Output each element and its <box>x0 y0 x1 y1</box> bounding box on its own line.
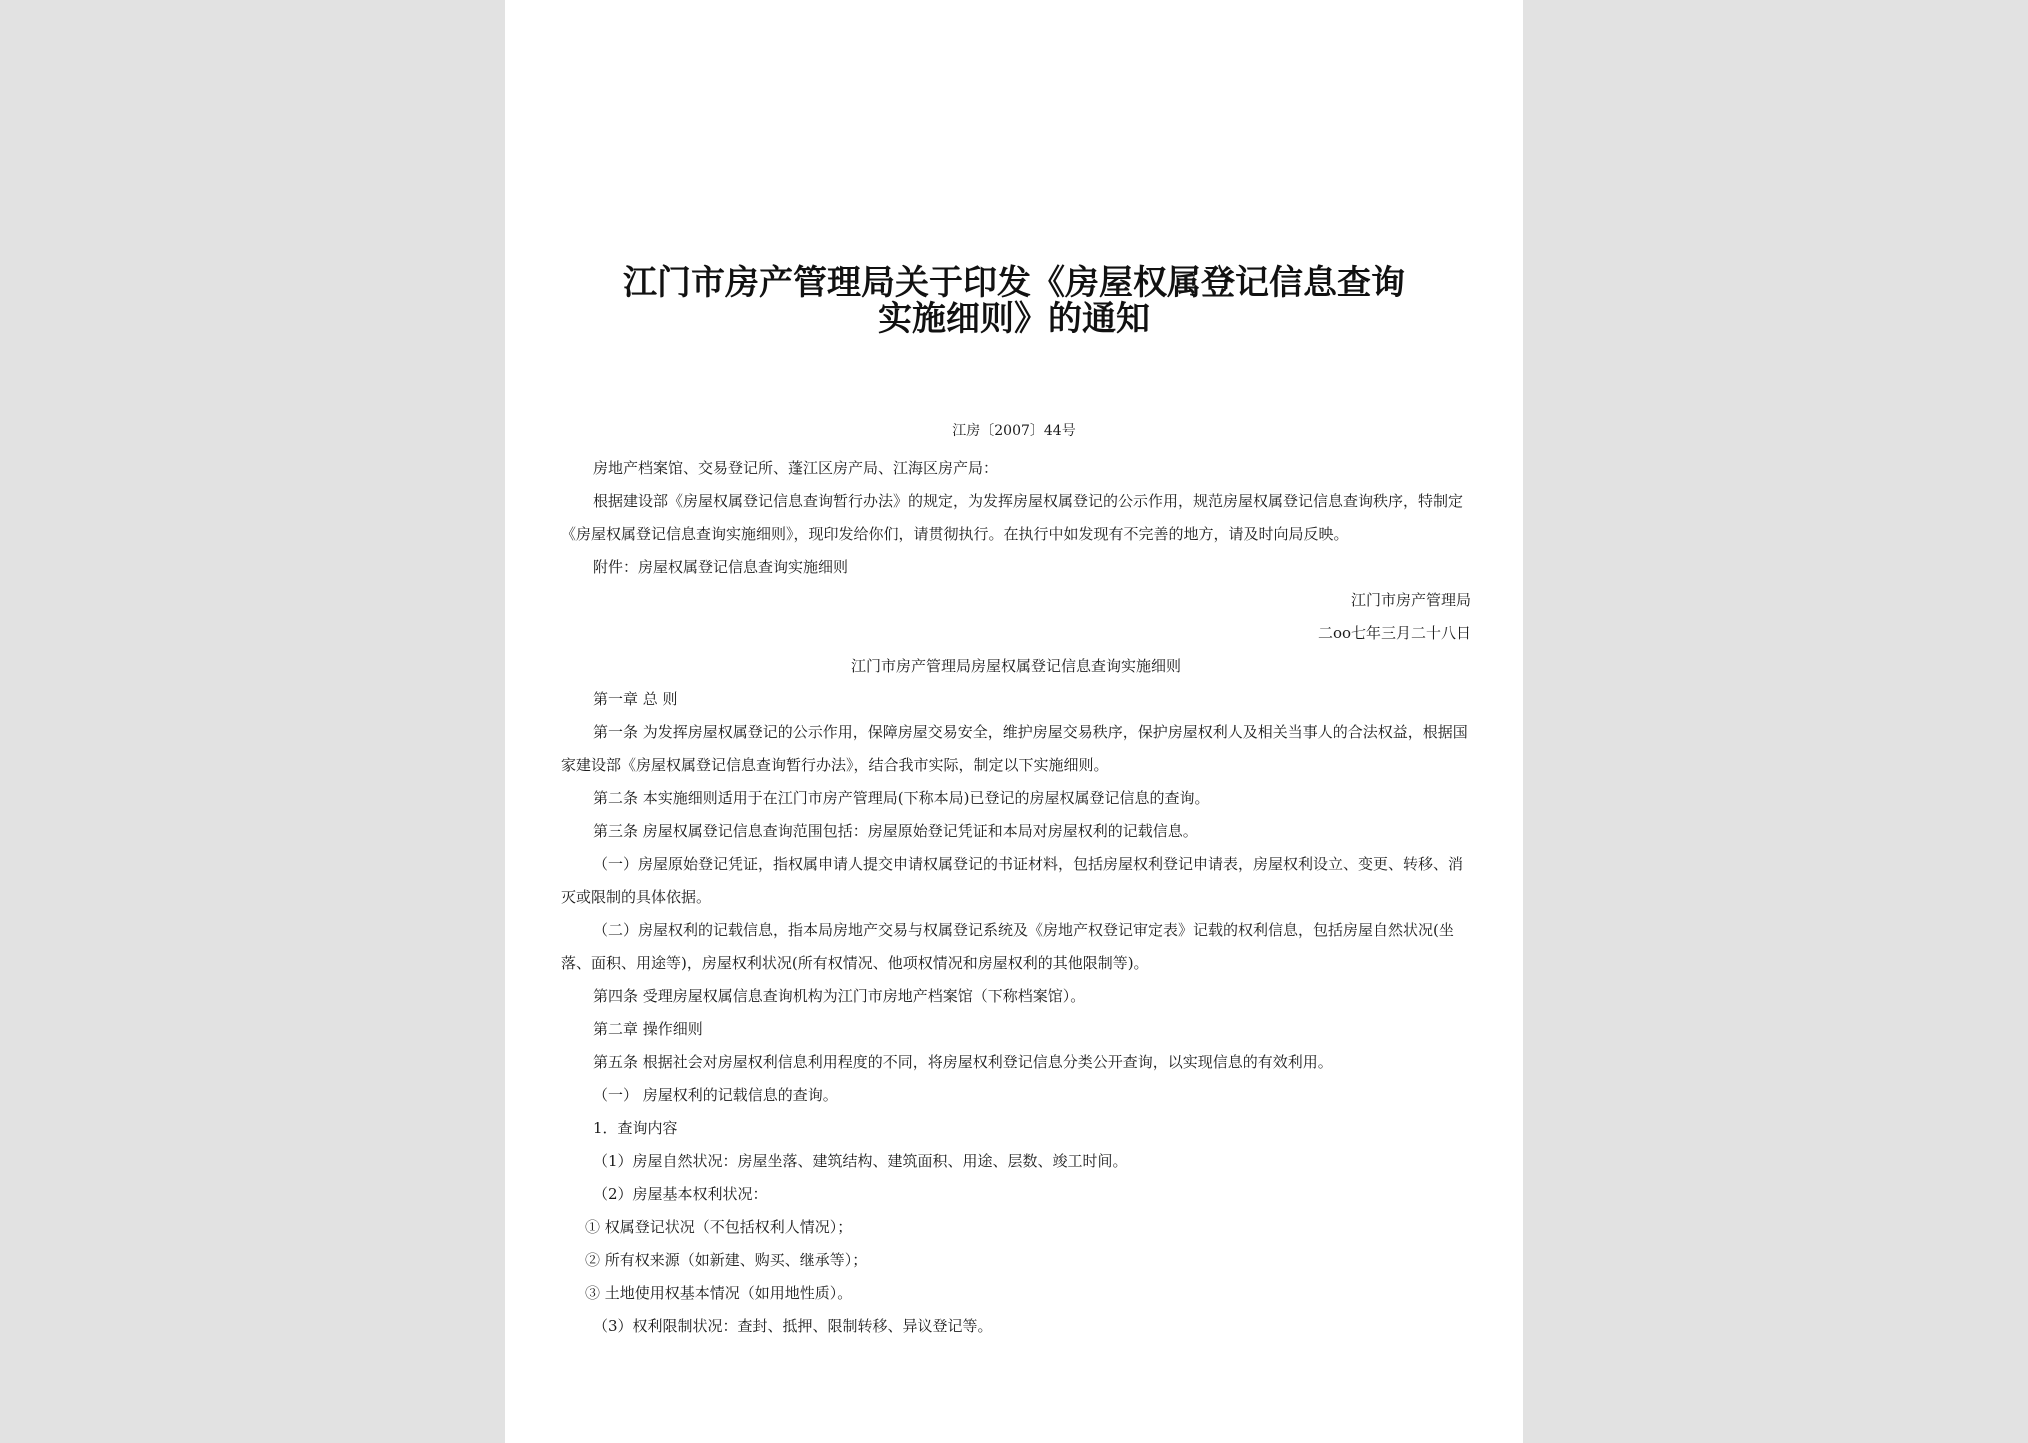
rules-title: 江门市房产管理局房屋权属登记信息查询实施细则 <box>850 657 1181 675</box>
list-item-circle-3: ③ 土地使用权基本情况（如用地性质）。 <box>585 1284 853 1302</box>
attachment-line: 附件：房屋权属登记信息查询实施细则 <box>593 558 849 576</box>
article-5: 第五条 根据社会对房屋权利信息利用程度的不同，将房屋权利登记信息分类公开查询，以实现信息的有效利用。 <box>593 1053 1333 1071</box>
document-title-line1: 江门市房产管理局关于印发《房屋权属登记信息查询 <box>623 263 1405 303</box>
list-item-natural-status: （1）房屋自然状况：房屋坐落、建筑结构、建筑面积、用途、层数、竣工时间。 <box>593 1152 1128 1170</box>
list-item-circle-1: ① 权属登记状况（不包括权利人情况）； <box>585 1218 853 1236</box>
list-item-basic-rights: （2）房屋基本权利状况： <box>593 1185 768 1203</box>
chapter-2-heading: 第二章 操作细则 <box>593 1020 703 1038</box>
intro-paragraph: 根据建设部《房屋权属登记信息查询暂行办法》的规定，为发挥房屋权属登记的公示作用，规范房屋权属登记信息查询秩序，特制定《房屋权属登记信息查询实施细则》，现印发给你们，请贯彻执行。在执行中如发现有不完善的地方，请及时向局反映。 <box>561 492 1464 543</box>
list-item-circle-2: ② 所有权来源（如新建、购买、继承等）； <box>585 1251 868 1269</box>
article-4: 第四条 受理房屋权属信息查询机构为江门市房地产档案馆（下称档案馆）。 <box>593 987 1086 1005</box>
document-number: 江房〔2007〕44号 <box>952 423 1076 439</box>
document-title-line2: 实施细则》的通知 <box>878 299 1150 339</box>
article-1: 第一条 为发挥房屋权属登记的公示作用，保障房屋交易安全，维护房屋交易秩序，保护房屋权利人及相关当事人的合法权益，根据国家建设部《房屋权属登记信息查询暂行办法》，结合我市实际，制定以下实施细则。 <box>561 723 1468 774</box>
article-3: 第三条 房屋权属登记信息查询范围包括：房屋原始登记凭证和本局对房屋权利的记载信息。 <box>593 822 1198 840</box>
document-body <box>561 452 1471 1343</box>
addressee: 房地产档案馆、交易登记所、蓬江区房产局、江海区房产局： <box>593 459 999 477</box>
article-3-clause-2: （二）房屋权利的记载信息，指本局房地产交易与权属登记系统及《房地产权登记审定表》记载的权利信息，包括房屋自然状况(坐落、面积、用途等)，房屋权利状况(所有权情况、他项权情况和房屋权利的其他限制等)。 <box>561 921 1454 972</box>
article-2: 第二条 本实施细则适用于在江门市房产管理局(下称本局)已登记的房屋权属登记信息的查询。 <box>593 789 1210 807</box>
list-item-restrictions: （3）权利限制状况：查封、抵押、限制转移、异议登记等。 <box>593 1317 993 1335</box>
issue-date: 二oo七年三月二十八日 <box>1317 624 1471 642</box>
article-3-clause-1: （一）房屋原始登记凭证，指权属申请人提交申请权属登记的书证材料，包括房屋权利登记申请表，房屋权利设立、变更、转移、消灭或限制的具体依据。 <box>561 855 1464 906</box>
chapter-1-heading: 第一章 总 则 <box>593 690 678 708</box>
article-5-clause-1: （一） 房屋权利的记载信息的查询。 <box>593 1086 838 1104</box>
signer: 江门市房产管理局 <box>1350 591 1471 609</box>
document-page <box>505 0 1523 1443</box>
list-item-query-content: 1．查询内容 <box>593 1119 678 1137</box>
